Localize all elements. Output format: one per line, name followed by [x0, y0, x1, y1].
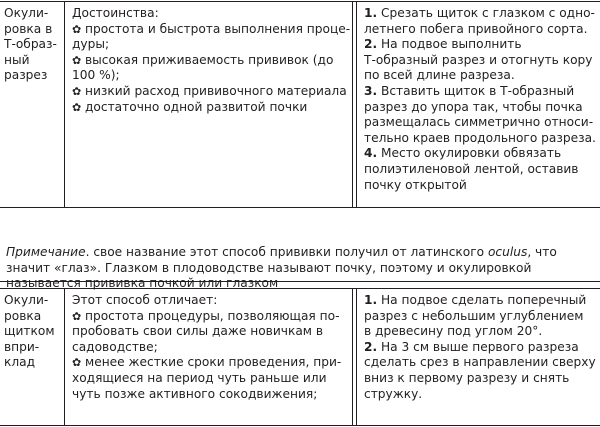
- advantages-cell-t-cut: [72, 6, 352, 115]
- column-rule: [352, 288, 353, 425]
- flower-bullet-icon: ✿: [72, 309, 82, 323]
- advantage-item: ✿ менее жесткие сроки проведения, при- ходящиеся на период чуть раньше или чуть позже активного сокодвижения;: [72, 355, 342, 401]
- advantages-heading: Этот способ отличает:: [72, 293, 218, 307]
- column-rule: [356, 1, 357, 207]
- steps-cell-shield: [364, 293, 598, 402]
- method-name-t-cut: Окули- ровка в Т-образ- ный разрез: [4, 6, 57, 83]
- steps-cell-t-cut: [364, 6, 598, 193]
- step-item: 2. На 3 см выше первого разреза сделать срез в направлении сверху вниз к первому разрезу и снять стружку.: [364, 339, 596, 401]
- advantage-item: ✿ простота и быстрота выполнения проце- дуры;: [72, 21, 351, 52]
- flower-bullet-icon: ✿: [72, 84, 82, 98]
- flower-bullet-icon: ✿: [72, 53, 82, 67]
- column-rule: [356, 288, 357, 425]
- advantage-item: ✿ простота процедуры, позволяющая по- пробовать свои силы даже новичкам в садоводстве;: [72, 308, 340, 354]
- flower-bullet-icon: ✿: [72, 356, 82, 370]
- column-rule: [64, 288, 65, 425]
- note-paragraph: Примечание. свое название этот способ прививки получил от латинского oculus, что значит «глаз». Глазком в плодоводстве называют почку, поэтому и окулировкой называется прививка почкой или глазком: [6, 245, 557, 291]
- advantage-item: ✿ достаточно одной развитой почки: [72, 99, 308, 114]
- step-item: 4. Место окулировки обвязать полиэтиленовой лентой, оставив почку открытой: [364, 146, 579, 192]
- column-rule: [352, 1, 353, 207]
- step-item: 2. На подвое выполнить Т-образный разрез и отогнуть кору по всей длине разреза.: [364, 37, 593, 83]
- table-rule: [0, 425, 600, 426]
- advantages-cell-shield: [72, 293, 352, 402]
- flower-bullet-icon: ✿: [72, 100, 82, 114]
- column-rule: [64, 1, 65, 207]
- advantage-item: ✿ низкий расход прививочного материала: [72, 83, 347, 98]
- step-item: 3. Вставить щиток в Т-образный разрез до упора так, чтобы почка размещалась симметрично относи- тельно краев продольного разреза.: [364, 83, 596, 145]
- flower-bullet-icon: ✿: [72, 22, 82, 36]
- method-name-shield: Окули- ровка щитком впри- клад: [4, 293, 55, 370]
- advantage-item: ✿ высокая приживаемость прививок (до 100 %);: [72, 52, 334, 83]
- note-label: Примечание: [6, 245, 86, 259]
- step-item: 1. Срезать щиток с глазком с одно- летнего побега привойного сорта.: [364, 6, 595, 36]
- table-rule: [0, 207, 600, 208]
- step-item: 1. На подвое сделать поперечный разрез с небольшим углублением в древесину под углом 20°.: [364, 293, 587, 339]
- table-rule: [0, 1, 600, 2]
- latin-word: oculus: [487, 245, 528, 259]
- advantages-heading: Достоинства:: [72, 6, 159, 20]
